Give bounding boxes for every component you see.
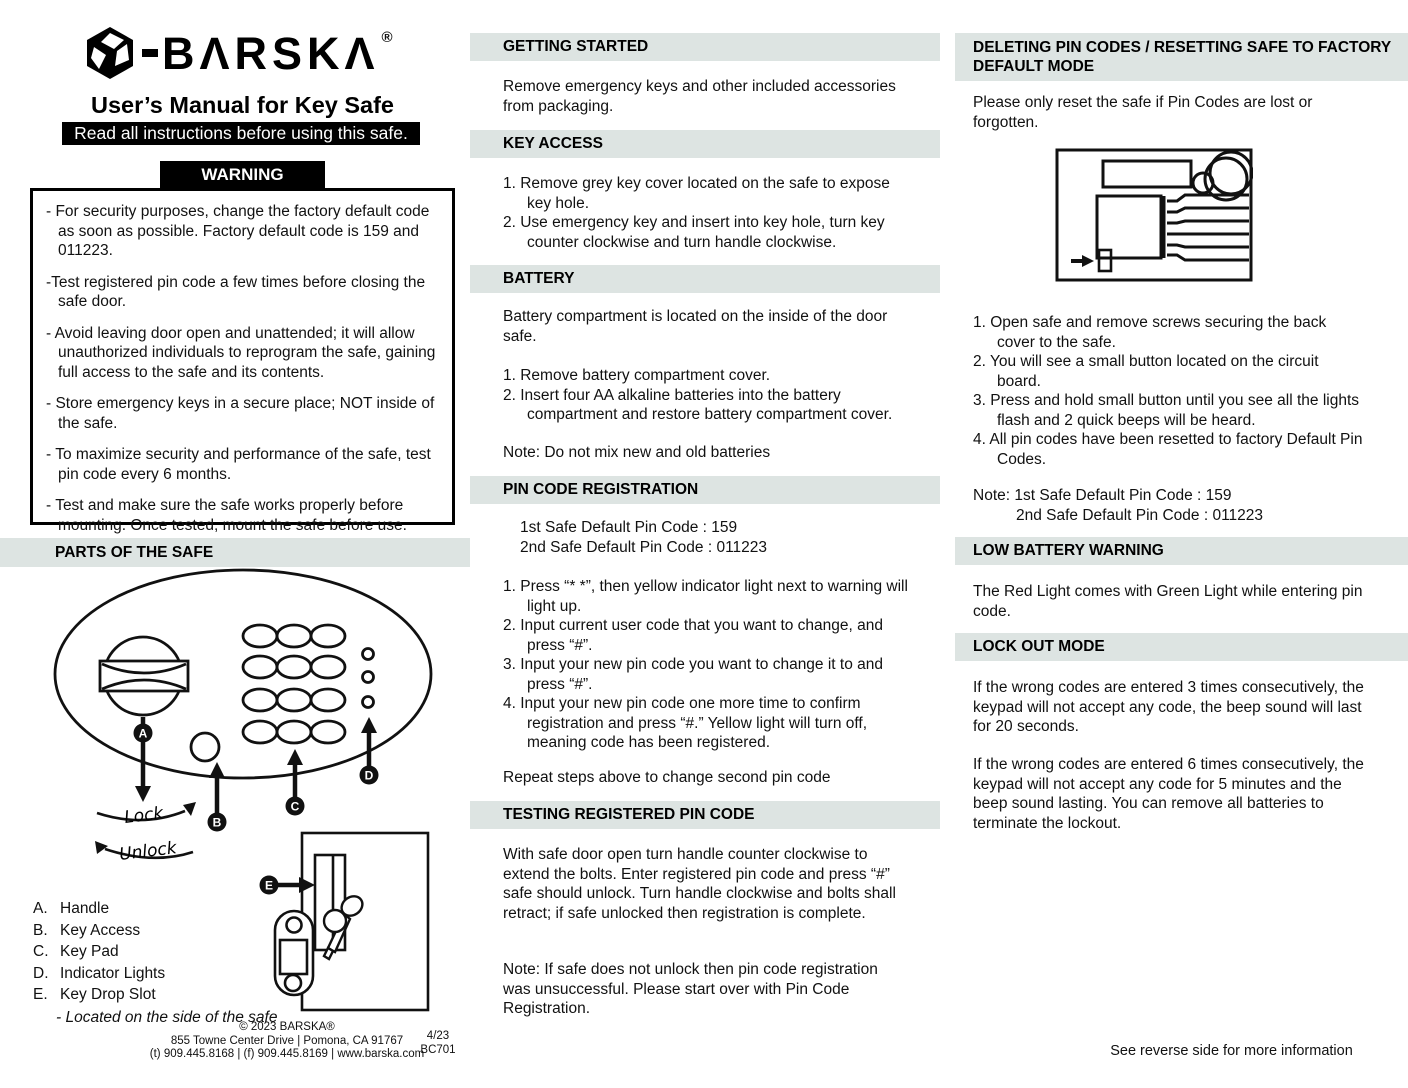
- step: 3. Press and hold small button until you see all the lights flash and 2 quick beeps will be heard.: [973, 392, 1360, 429]
- list-item: [33, 920, 277, 942]
- step: 2. Use emergency key and insert into key hole, turn key counter clockwise and turn handle clockwise.: [503, 214, 885, 251]
- part-name: Key Drop Slot: [60, 986, 156, 1003]
- deleting-note-line1: Note: 1st Safe Default Pin Code : 159: [973, 487, 1232, 504]
- key-access-hole: [191, 733, 219, 761]
- default-pin-codes: [520, 518, 926, 557]
- lockout-para1: If the wrong codes are entered 3 times consecutively, the keypad will not accept any code, the beep sound will last for 20 seconds.: [973, 679, 1364, 736]
- warning-item: -Test registered pin code a few times before closing the safe door.: [46, 273, 426, 311]
- logo-text: BΛRSKΛ: [162, 27, 380, 79]
- middle-column: [470, 0, 940, 1088]
- part-name: Indicator Lights: [60, 964, 166, 982]
- warning-item: - Test and make sure the safe works properly before mounting. Once tested, mount the safe before use.: [46, 497, 407, 534]
- getting-started-header: GETTING STARTED: [470, 33, 940, 61]
- label-b: B: [212, 815, 222, 830]
- step: 3. Input your new pin code you want to change it to and press “#”.: [503, 656, 884, 693]
- step: 1. Open safe and remove screws securing the back cover to the safe.: [973, 314, 1327, 351]
- battery-steps: [503, 366, 909, 425]
- circuit-board-diagram: [1055, 148, 1253, 288]
- part-name: Key Access: [60, 921, 141, 939]
- parts-of-safe-header: PARTS OF THE SAFE: [0, 538, 470, 567]
- part-key: B.: [33, 921, 48, 939]
- list-item: [33, 984, 277, 1006]
- date-code: 4/23: [426, 1030, 450, 1042]
- indicator-light: [363, 649, 374, 660]
- step: 1. Press “* *”, then yellow indicator light next to warning will light up.: [503, 578, 908, 615]
- unlock-label: Unlock: [118, 838, 178, 865]
- key-access-header: KEY ACCESS: [470, 130, 940, 158]
- parts-list: [33, 898, 277, 1028]
- warning-item: - For security purposes, change the factory default code as soon as possible. Factory default code is 159 and 011223.: [46, 203, 430, 260]
- copyright-block: [127, 1021, 447, 1062]
- step: 4. Input your new pin code one more time to confirm registration and press “#.” Yellow light will turn off, meaning code has been registered.: [503, 695, 868, 752]
- barska-aperture-icon: [84, 26, 136, 80]
- default-code-line: 1st Safe Default Pin Code : 159: [520, 519, 738, 536]
- step: 2. Insert four AA alkaline batteries into the battery compartment and restore battery compartment cover.: [503, 386, 893, 424]
- lockout-para2: If the wrong codes are entered 6 times consecutively, the keypad will not accept any code for 5 minutes and the beep sound lasting. You can remove all batteries to terminate the lockout.: [973, 756, 1364, 832]
- warning-item: - Avoid leaving door open and unattended; it will allow unauthorized individuals to reprogram the safe, gaining full access to the safe and its contents.: [46, 324, 436, 381]
- copyright-line: © 2023 BARSKA®: [239, 1021, 335, 1033]
- battery-note: Note: Do not mix new and old batteries: [503, 444, 771, 461]
- deleting-steps: [973, 313, 1365, 469]
- address-line: 855 Towne Center Drive | Pomona, CA 91767: [170, 1034, 404, 1047]
- warning-header: WARNING: [160, 161, 325, 188]
- warning-box: [30, 188, 455, 534]
- reset-button-shape: [1099, 250, 1111, 271]
- step: 2. Input current user code that you want to change, and press “#”.: [503, 617, 883, 654]
- low-battery-header: LOW BATTERY WARNING: [955, 537, 1408, 565]
- deleting-header: DELETING PIN CODES / RESETTING SAFE TO FACTORY DEFAULT MODE: [955, 33, 1408, 81]
- testing-body: With safe door open turn handle counter clockwise to extend the bolts. Enter registered pin code and press “#” safe should unlock. Turn handle clockwise and bolts shall retract; if safe unlocked then registration is complete.: [503, 846, 896, 922]
- label-a: A: [138, 726, 148, 741]
- deleting-intro: Please only reset the safe if Pin Codes are lost or forgotten.: [973, 94, 1313, 131]
- part-name: Handle: [60, 900, 110, 917]
- part-key: E.: [33, 986, 48, 1003]
- part-key: D.: [33, 964, 49, 982]
- indicator-light: [363, 697, 374, 708]
- logo-connector-dash: [142, 49, 158, 57]
- pin-registration-steps: [503, 577, 909, 753]
- part-key: A.: [33, 900, 48, 917]
- label-c: C: [290, 799, 300, 814]
- barska-logo: [84, 26, 395, 80]
- step: 4. All pin codes have been resetted to factory Default Pin Codes.: [973, 431, 1363, 468]
- page-title: User’s Manual for Key Safe: [91, 92, 394, 118]
- getting-started-body: Remove emergency keys and other included accessories from packaging.: [503, 78, 896, 115]
- label-d: D: [364, 768, 374, 783]
- default-code-line: 2nd Safe Default Pin Code : 011223: [520, 538, 768, 556]
- contact-line: (t) 909.445.8168 | (f) 909.445.8169 | www.barska.com: [149, 1048, 425, 1060]
- doc-code-block: [415, 1029, 461, 1057]
- list-item: [33, 898, 277, 920]
- list-item: [33, 963, 277, 985]
- battery-header: BATTERY: [470, 265, 940, 293]
- warning-item: - To maximize security and performance of the safe, test pin code every 6 months.: [46, 446, 431, 483]
- right-column: [955, 0, 1408, 1088]
- battery-intro: Battery compartment is located on the inside of the door safe.: [503, 308, 888, 345]
- step: 1. Remove battery compartment cover.: [503, 367, 771, 384]
- deleting-note-line2: 2nd Safe Default Pin Code : 011223: [1016, 507, 1264, 524]
- reverse-side-note: See reverse side for more information: [1110, 1043, 1353, 1059]
- key-access-steps: [503, 174, 909, 252]
- testing-header: TESTING REGISTERED PIN CODE: [470, 801, 940, 829]
- part-key: C.: [33, 943, 49, 960]
- step: 2. You will see a small button located on the circuit board.: [973, 353, 1319, 390]
- repeat-note: Repeat steps above to change second pin code: [503, 769, 831, 786]
- lockout-header: LOCK OUT MODE: [955, 633, 1408, 661]
- registered-mark: ®: [381, 28, 393, 46]
- location-note: - Located on the side of the safe: [56, 1008, 278, 1026]
- low-battery-body: The Red Light comes with Green Light while entering pin code.: [973, 583, 1363, 620]
- pin-registration-header: PIN CODE REGISTRATION: [470, 476, 940, 504]
- model-code: BC701: [420, 1044, 456, 1056]
- key-drop-slot-diagram: [255, 818, 470, 1023]
- part-name: Key Pad: [60, 943, 119, 960]
- indicator-light: [363, 672, 374, 683]
- list-item: [33, 941, 277, 963]
- read-instructions-banner: Read all instructions before using this safe.: [62, 122, 420, 145]
- warning-item: - Store emergency keys in a secure place; NOT inside of the safe.: [46, 395, 435, 432]
- label-e: E: [264, 878, 274, 893]
- lock-label: Lock: [123, 803, 165, 828]
- step: 1. Remove grey key cover located on the safe to expose key hole.: [503, 175, 890, 212]
- testing-note: Note: If safe does not unlock then pin code registration was unsuccessful. Please start over with Pin Code Registration.: [503, 961, 878, 1018]
- reset-button-arrow: [1082, 255, 1094, 267]
